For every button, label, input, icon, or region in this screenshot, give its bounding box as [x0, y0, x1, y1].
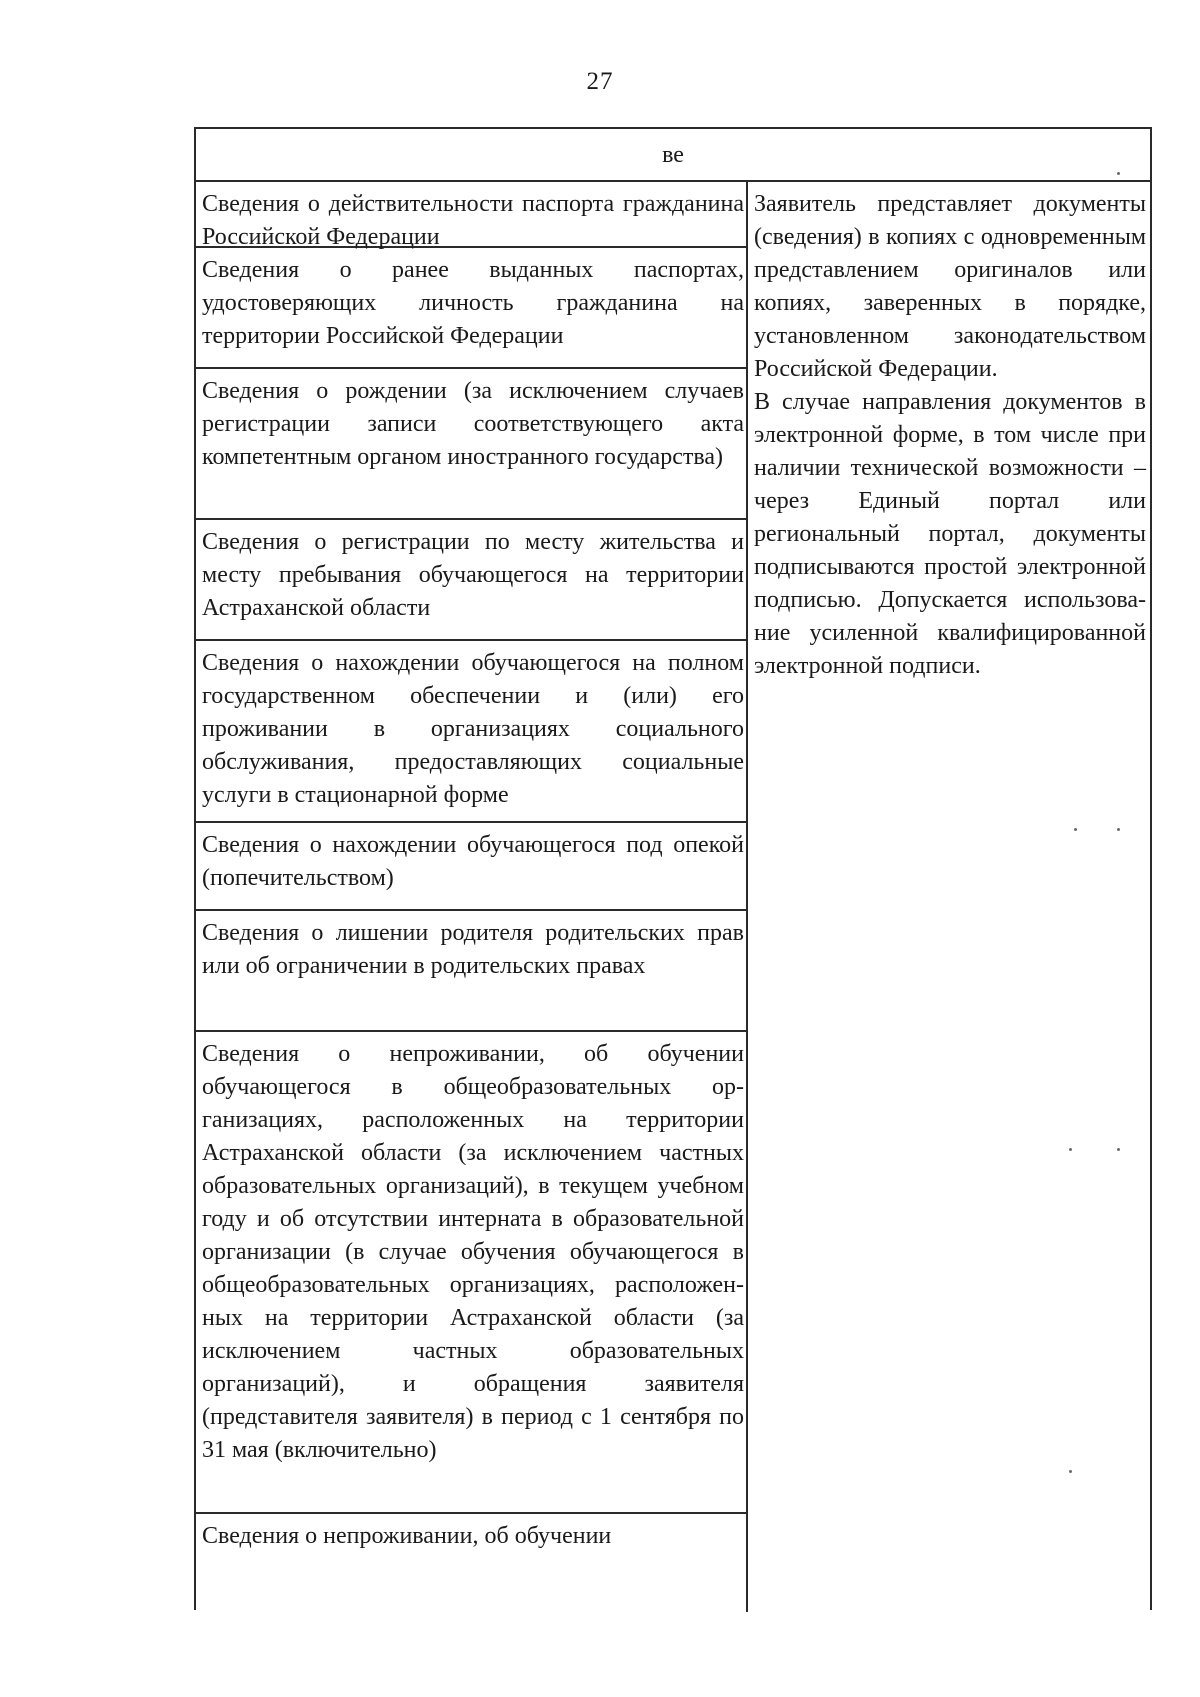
scan-speck: [1069, 1470, 1072, 1473]
rules-paragraph: Заявитель представляет документы (сведения) в копиях с одновременным представлением оригиналов или копиях, заверенных в порядке, установленном законодательством Российской Федерации.: [754, 191, 1146, 382]
table-header-fragment: ве: [196, 129, 1150, 182]
page-number: 27: [586, 68, 614, 95]
scan-speck: [1117, 828, 1120, 831]
requirements-table: [194, 127, 1152, 1610]
table-cell: Сведения о регистрации по месту жительства и месту пребывания обучающегося на территории Астраханской области: [196, 520, 746, 641]
table-cell: Сведения о нахождении обучающегося под опекой (попечительством): [196, 823, 746, 911]
rules-paragraph: В случае направления документов в электронной форме, в том числе при наличии технической возможности – через Единый портал или региональный портал, документы подписываются простой электронной подписью. Допускается использование усиленной квалифицированной электронной подписи.: [754, 389, 1146, 679]
table-cell: Сведения о ранее выданных паспортах, удостоверяющих личность гражданина на территории Российской Федерации: [196, 248, 746, 369]
submission-rules-column: [748, 182, 1150, 683]
table-cell: Сведения о лишении родителя родительских прав или об ограничении в родительских правах: [196, 911, 746, 1032]
documents-column: [196, 182, 748, 1612]
table-cell: Сведения о непроживании, об обучении обучающегося в общеобразовательных организациях, расположенных на территории Астраханской области (за исключением частных образовательных организаций), в текущем учебном году и об отсутствии интерната в образовательной организации (в случае обучения обучающегося в общеобразовательных организациях, расположенных на территории Астраханской области (за исключением частных образовательных организаций), и обращения заявителя (представителя заявителя) в период с 1 сентября по 31 мая (включительно): [196, 1032, 746, 1514]
table-cell: Сведения о непроживании, об обучении: [202, 1523, 612, 1549]
scan-speck: [1069, 1148, 1072, 1151]
scan-speck: [1074, 828, 1077, 831]
scan-speck: [1117, 172, 1120, 175]
scan-speck: [1117, 1148, 1120, 1151]
table-cell: Сведения о действительности паспорта гражданина Российской Федерации: [196, 182, 746, 248]
table-cell: Сведения о рождении (за исключением случаев регистрации записи соответствующего акта компетентным органом иностранного государства): [196, 369, 746, 520]
table-cell: Сведения о нахождении обучающегося на полном государственном обеспечении и (или) его проживании в организациях социального обслуживания, предоставляющих социальные услуги в стационарной форме: [196, 641, 746, 823]
